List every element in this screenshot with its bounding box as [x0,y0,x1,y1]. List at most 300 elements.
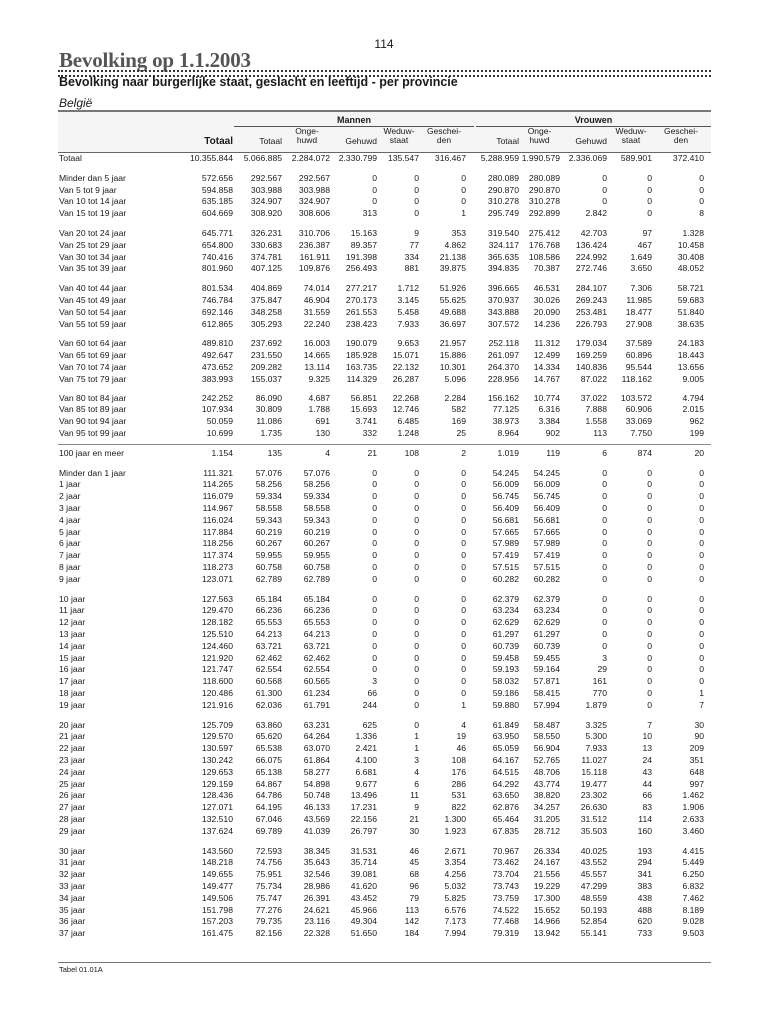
table-cell: 4.862 [444,239,466,250]
table-row [58,374,711,385]
column-header-line: Onge- [527,126,552,136]
table-cell: 10.458 [677,239,704,250]
table-row [58,676,711,687]
table-cell: 11.086 [256,416,282,427]
table-cell: 269.243 [575,295,607,305]
table-cell: 280.089 [487,172,519,183]
table-cell: 997 [689,778,704,789]
table-cell: 13.656 [677,362,704,372]
table-cell: 6.316 [538,404,560,415]
table-cell: 77 [409,239,419,250]
table-cell: 56.681 [533,514,560,525]
table-cell: 1 [414,743,419,754]
table-cell: 0 [461,664,466,675]
column-header-line: Gehuwd [575,136,607,146]
table-row [58,393,711,404]
table-cell: 41.620 [350,881,377,891]
table-cell: 0 [699,184,704,195]
table-cell: 0 [602,479,607,490]
table-row [58,790,711,801]
table-cell: 127.071 [201,802,233,813]
table-cell: 22.328 [303,928,330,939]
table-cell: 396.665 [487,283,519,294]
table-cell: 30 [694,719,704,730]
table-cell: 2.015 [682,404,704,415]
table-cell: 0 [602,491,607,502]
table-row [58,240,711,251]
table-cell: 57.076 [303,467,330,478]
table-cell: 69.789 [255,825,282,836]
table-header [58,112,711,153]
table-cell: 59.343 [255,514,282,525]
row-label: 8 jaar [59,562,81,572]
table-cell: 0 [461,573,466,584]
row-label: 17 jaar [59,676,86,687]
table-cell: 5.066.885 [243,153,282,163]
table-cell: 0 [602,503,607,513]
table-cell: 0 [372,172,377,183]
table-row [58,538,711,549]
table-cell: 1.923 [444,825,466,836]
table-cell: 334 [404,251,419,262]
table-cell: 44 [642,778,652,789]
table-cell: 109.876 [298,263,330,274]
table-cell: 65.059 [492,743,519,754]
table-cell: 6.832 [682,881,704,891]
column-header-line: staat [621,135,641,145]
table-cell: 169 [451,416,466,427]
row-label: 23 jaar [59,755,86,765]
row-label: 24 jaar [59,766,86,777]
table-cell: 324.907 [250,196,282,207]
table-row [58,802,711,813]
table-cell: 26.334 [533,845,560,856]
table-cell: 30 [409,825,419,836]
table-cell: 60.906 [625,404,652,415]
table-cell: 50.059 [206,416,233,427]
table-cell: 1.735 [260,428,282,438]
table-cell: 14.236 [533,318,560,329]
table-row [58,416,711,427]
table-cell: 1.712 [397,283,419,294]
table-cell: 292.899 [528,208,560,219]
table-cell: 0 [414,605,419,616]
table-cell: 0 [461,503,466,513]
table-cell: 9.005 [682,373,704,384]
table-cell: 63.950 [492,731,519,742]
page-number: 114 [374,37,394,51]
table-cell: 46 [456,743,466,754]
table-row [58,574,711,585]
table-cell: 56.009 [533,479,560,490]
table-cell: 0 [647,550,652,561]
row-label: 37 jaar [59,928,86,939]
table-cell: 23.116 [304,916,330,927]
table-cell: 15.652 [533,904,560,915]
table-cell: 492.647 [201,350,233,361]
table-cell: 404.869 [250,283,282,294]
table-cell: 161 [592,676,607,687]
table-cell: 0 [647,676,652,687]
table-cell: 6 [602,447,607,458]
table-cell: 295.749 [487,208,519,219]
table-cell: 135 [267,447,282,458]
table-cell: 9.028 [682,916,704,927]
table-cell: 75.734 [255,881,282,891]
table-cell: 0 [699,514,704,525]
table-cell: 74.756 [255,857,282,868]
column-header [330,137,377,146]
table-cell: 64.213 [303,629,330,639]
table-cell: 59.955 [255,550,282,561]
table-cell: 130.242 [201,755,233,765]
table-cell: 374.781 [250,251,282,262]
table-cell: 51.840 [677,306,704,317]
table-cell: 57.665 [533,526,560,537]
table-cell: 61.234 [303,688,330,698]
table-cell: 48.706 [533,766,560,777]
table-cell: 116.024 [202,514,233,525]
table-cell: 303.988 [298,184,330,195]
table-cell: 65.184 [303,593,330,604]
table-cell: 22.132 [392,362,419,372]
table-cell: 59.880 [492,699,519,710]
table-cell: 15.163 [350,228,377,238]
table-cell: 49.304 [350,916,377,927]
table-cell: 6.576 [444,904,466,915]
table-cell: 319.540 [487,228,519,238]
table-cell: 0 [414,652,419,663]
column-header-line: Totaal [259,136,282,146]
row-label: 28 jaar [59,814,86,824]
table-cell: 64.515 [492,766,519,777]
table-cell: 108.586 [528,251,560,262]
table-cell: 7 [699,699,704,710]
row-label: Van 50 tot 54 jaar [59,306,127,317]
column-header [379,127,419,145]
table-cell: 383.993 [201,373,233,384]
section-rule [58,444,711,445]
table-cell: 332 [362,428,377,438]
table-cell: 0 [602,617,607,628]
table-cell: 46 [409,845,419,856]
table-cell: 1.336 [355,731,377,742]
row-label: 34 jaar [59,892,86,903]
table-cell: 1 [414,731,419,742]
table-cell: 242.252 [201,392,233,403]
table-cell: 96 [409,881,419,891]
table-cell: 140.836 [575,362,607,372]
table-cell: 60.267 [303,538,330,549]
table-cell: 20 [694,447,704,458]
table-cell: 46.133 [303,802,330,813]
table-cell: 394.835 [487,263,519,274]
table-cell: 64.167 [492,755,519,765]
table-cell: 107.934 [201,404,233,415]
table-cell: 0 [602,629,607,639]
table-cell: 38.345 [303,845,330,856]
table-cell: 108 [404,447,419,458]
table-cell: 324.117 [488,239,519,250]
table-cell: 10 [642,731,652,742]
row-label: Van 60 tot 64 jaar [59,338,127,349]
column-header [658,127,704,145]
table-cell: 284.107 [575,283,607,294]
table-cell: 0 [372,562,377,572]
table-cell: 24.183 [677,338,704,349]
table-cell: 61.849 [492,719,519,730]
row-label: Van 90 tot 94 jaar [59,416,127,427]
table-cell: 0 [647,172,652,183]
table-cell: 0 [699,617,704,628]
table-cell: 5.288.959 [480,153,519,163]
table-cell: 2.284.072 [291,153,330,163]
row-label: Van 80 tot 84 jaar [59,392,127,403]
table-cell: 2.330.799 [338,153,377,163]
table-cell: 307.572 [487,318,519,329]
table-row [58,307,711,318]
table-cell: 19 [456,731,466,742]
table-cell: 70.967 [492,845,519,856]
table-cell: 365.635 [487,251,519,262]
table-row [58,263,711,274]
column-header [236,137,282,146]
table-cell: 57.515 [492,562,519,572]
table-cell: 21 [367,447,377,458]
table-cell: 5.825 [444,892,466,903]
table-cell: 0 [699,605,704,616]
table-cell: 31.531 [350,845,377,856]
table-cell: 0 [372,652,377,663]
table-cell: 65.553 [303,617,330,628]
table-cell: 3.354 [444,857,466,868]
table-cell: 0 [699,479,704,490]
table-cell: 142 [404,916,419,927]
table-cell: 58.721 [677,283,704,294]
table-cell: 62.462 [255,652,282,663]
group-label-vrouwen: Vrouwen [574,115,613,125]
table-row [58,629,711,640]
table-cell: 351 [689,755,704,765]
table-cell: 114.329 [346,373,377,384]
table-cell: 73.462 [492,857,519,868]
table-cell: 79 [409,892,419,903]
table-cell: 0 [602,196,607,207]
table-row [58,185,711,196]
table-cell: 310.278 [487,196,519,207]
table-cell: 1.906 [682,802,704,813]
table-cell: 237.692 [250,338,282,349]
table-cell: 0 [461,184,466,195]
table-cell: 36.697 [439,318,466,329]
table-cell: 438 [637,892,652,903]
table-cell: 12.499 [533,350,560,361]
table-cell: 0 [647,629,652,639]
table-cell: 4.415 [682,845,704,856]
table-cell: 286 [451,778,466,789]
table-cell: 0 [699,640,704,651]
table-cell: 176.768 [528,239,560,250]
table-row [58,688,711,699]
row-label: 11 jaar [59,605,85,616]
table-cell: 17.231 [350,802,377,813]
table-cell: 26.797 [350,825,377,836]
table-cell: 62.379 [492,593,519,604]
table-cell: 58.487 [533,719,560,730]
table-row [58,767,711,778]
table-cell: 58.558 [255,503,282,513]
table-cell: 38.635 [677,318,704,329]
table-cell: 114.265 [202,479,233,490]
table-cell: 0 [372,550,377,561]
table-cell: 49.688 [439,306,466,317]
table-cell: 324.907 [298,196,330,207]
table-cell: 38.820 [533,790,560,801]
row-label: Van 70 tot 74 jaar [59,362,127,372]
table-cell: 383 [637,881,652,891]
table-cell: 199 [689,428,704,438]
table-cell: 62.379 [533,593,560,604]
table-cell: 29 [597,664,607,675]
table-cell: 57.419 [492,550,519,561]
table-cell: 45 [409,857,419,868]
table-cell: 7.462 [682,892,704,903]
table-cell: 620 [637,916,652,927]
table-cell: 46.531 [533,283,560,294]
table-cell: 261.553 [345,306,377,317]
table-cell: 275.412 [528,228,560,238]
table-cell: 292.567 [250,172,282,183]
table-cell: 19.229 [533,881,560,891]
table-cell: 48.559 [580,892,607,903]
table-cell: 9.325 [308,373,330,384]
row-label: Van 10 tot 14 jaar [59,196,127,207]
table-cell: 62.789 [303,573,330,584]
table-cell: 73.743 [492,881,519,891]
table-cell: 0 [461,172,466,183]
table-cell: 120.486 [201,688,233,698]
row-label: 13 jaar [59,629,86,639]
table-cell: 179.034 [575,338,607,349]
table-cell: 612.865 [201,318,233,329]
table-cell: 0 [699,491,704,502]
table-cell: 0 [414,491,419,502]
table-cell: 24.621 [303,904,330,915]
table-cell: 252.118 [488,338,519,349]
table-row [58,173,711,184]
table-cell: 9.677 [355,778,377,789]
table-cell: 15.071 [392,350,419,361]
table-cell: 149.477 [201,881,233,891]
row-label: 25 jaar [59,778,86,789]
table-cell: 30.809 [255,404,282,415]
table-cell: 5.032 [444,881,466,891]
table-cell: 58.256 [255,479,282,490]
table-cell: 0 [461,479,466,490]
table-cell: 253.481 [575,306,607,317]
table-cell: 0 [647,184,652,195]
table-cell: 1.879 [585,699,607,710]
table-cell: 313 [362,208,377,219]
table-cell: 343.888 [487,306,519,317]
table-cell: 0 [414,208,419,219]
row-label: Van 40 tot 44 jaar [59,283,127,294]
table-row [58,550,711,561]
table-cell: 129.159 [201,778,233,789]
table-cell: 40.025 [580,845,607,856]
table-cell: 121.747 [201,664,233,675]
table-row [58,228,711,239]
table-cell: 3.741 [355,416,377,427]
table-cell: 21.556 [533,869,560,880]
table-cell: 103.572 [620,392,652,403]
table-cell: 60.758 [255,562,282,572]
table-cell: 604.669 [201,208,233,219]
table-cell: 48.052 [677,263,704,274]
table-cell: 77.276 [255,904,282,915]
table-cell: 3 [372,676,377,687]
table-cell: 155.037 [250,373,282,384]
table-cell: 236.387 [298,239,330,250]
table-cell: 65.138 [255,766,282,777]
row-label: Van 75 tot 79 jaar [59,373,127,384]
table-cell: 59.193 [492,664,519,675]
table-cell: 0 [414,593,419,604]
row-label: 21 jaar [59,731,86,742]
table-cell: 39.081 [350,869,377,880]
column-header-line: Geschei- [663,126,698,136]
table-cell: 21.138 [439,251,466,262]
table-cell: 61.864 [303,755,330,765]
table-cell: 0 [647,640,652,651]
table-cell: 209.282 [250,362,282,372]
table-cell: 0 [602,526,607,537]
table-cell: 125.709 [201,719,233,730]
table-cell: 59.455 [533,652,560,663]
table-cell: 572.656 [201,172,233,183]
row-label: Van 65 tot 69 jaar [59,350,127,361]
table-cell: 191.398 [345,251,377,262]
table-cell: 24 [642,755,652,765]
table-cell: 83 [642,802,652,813]
table-cell: 1.788 [308,404,330,415]
table-cell: 0 [372,593,377,604]
table-cell: 0 [647,617,652,628]
table-cell: 66.236 [255,605,282,616]
table-cell: 0 [372,617,377,628]
row-label: 9 jaar [59,573,81,584]
table-cell: 58.415 [533,688,560,698]
table-cell: 0 [414,514,419,525]
table-cell: 56.851 [350,392,377,403]
table-cell: 169.259 [575,350,607,361]
table-cell: 0 [461,629,466,639]
group-label-mannen: Mannen [336,115,371,125]
table-cell: 114.967 [202,503,233,513]
table-cell: 55.625 [439,295,466,305]
table-cell: 740.416 [201,251,233,262]
column-header-line: den [436,135,452,145]
table-cell: 63.070 [303,743,330,754]
table-cell: 65.620 [255,731,282,742]
table-row [58,653,711,664]
table-cell: 0 [414,526,419,537]
table-row [58,448,711,459]
table-cell: 15.693 [350,404,377,415]
row-label: 1 jaar [59,479,81,490]
table-cell: 60.739 [492,640,519,651]
table-cell: 51.650 [350,928,377,939]
